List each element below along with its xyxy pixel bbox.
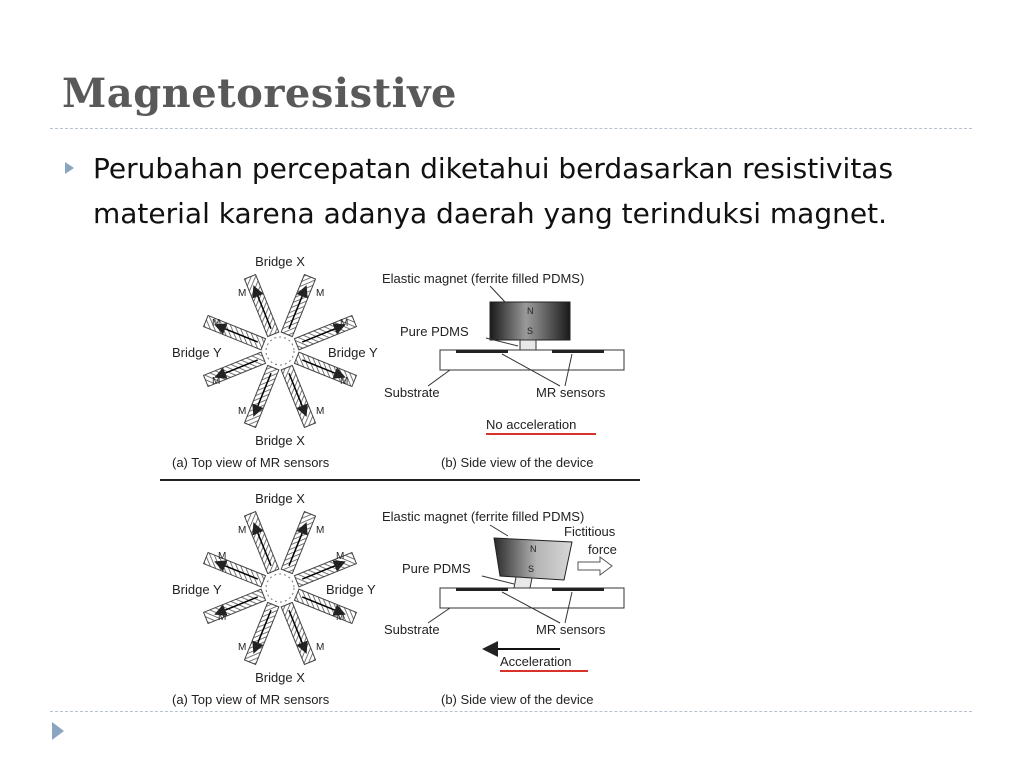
- mr-strip: [281, 365, 315, 427]
- mr-sensor: [456, 350, 508, 353]
- pure-pdms-post: [520, 340, 536, 350]
- side-view-caption: (b) Side view of the device: [441, 692, 594, 707]
- north-pole-label: N: [530, 544, 537, 554]
- mr-sensor: [456, 588, 508, 591]
- north-pole-label: N: [527, 306, 534, 316]
- m-label: M: [336, 551, 345, 562]
- mr-strip: [244, 275, 278, 337]
- title-divider: [50, 128, 972, 129]
- mr-strip: [244, 602, 278, 664]
- m-label: M: [316, 406, 325, 417]
- fictitious-force-arrow-icon: [578, 557, 612, 575]
- top-view-caption: (a) Top view of MR sensors: [172, 455, 330, 470]
- mr-sensor: [552, 588, 604, 591]
- substrate-label: Substrate: [384, 622, 440, 637]
- pure-pdms-label: Pure PDMS: [402, 561, 471, 576]
- m-label: M: [316, 642, 325, 653]
- m-label: M: [238, 406, 247, 417]
- m-label: M: [340, 376, 349, 387]
- footer-divider: [50, 711, 972, 712]
- m-label: M: [238, 525, 247, 536]
- fictitious-label: Fictitious: [564, 524, 616, 539]
- pure-pdms-post: [514, 577, 532, 588]
- substrate-label: Substrate: [384, 385, 440, 400]
- m-label: M: [218, 612, 227, 623]
- bullet-text: Perubahan percepatan diketahui berdasarkan resistivitas material karena adanya daerah yang terinduksi magnet.: [93, 152, 894, 230]
- mr-strip: [281, 275, 315, 337]
- bridge-x-bottom-label: Bridge X: [255, 433, 305, 448]
- m-label: M: [316, 525, 325, 536]
- bridge-y-right-label: Bridge Y: [326, 582, 376, 597]
- m-label: M: [238, 288, 247, 299]
- south-pole-label: S: [528, 564, 535, 574]
- slide-title: Magnetoresistive: [62, 70, 457, 117]
- state-label: No acceleration: [486, 417, 577, 432]
- bridge-y-right-label: Bridge Y: [328, 345, 378, 360]
- pure-pdms-label: Pure PDMS: [400, 324, 469, 339]
- m-label: M: [218, 551, 227, 562]
- south-pole-label: S: [527, 326, 534, 336]
- mr-strip: [281, 602, 315, 664]
- state-label: Acceleration: [500, 654, 572, 669]
- mr-sensor: [552, 350, 604, 353]
- bridge-x-top-label: Bridge X: [255, 491, 305, 506]
- bridge-x-top-label: Bridge X: [255, 254, 305, 269]
- top-view-caption: (a) Top view of MR sensors: [172, 692, 330, 707]
- elastic-magnet-label: Elastic magnet (ferrite filled PDMS): [382, 271, 585, 286]
- m-label: M: [336, 612, 345, 623]
- m-label: M: [316, 288, 325, 299]
- m-label: M: [238, 642, 247, 653]
- bridge-y-left-label: Bridge Y: [172, 582, 222, 597]
- force-label: force: [588, 542, 617, 557]
- footer-arrow-icon: [52, 722, 64, 740]
- side-view-caption: (b) Side view of the device: [441, 455, 594, 470]
- mr-sensors-label: MR sensors: [536, 385, 606, 400]
- side-view: [382, 509, 624, 707]
- m-label: M: [212, 376, 221, 387]
- mr-sensor-figure: [160, 246, 640, 716]
- bridge-y-left-label: Bridge Y: [172, 345, 222, 360]
- mr-sensors-label: MR sensors: [536, 622, 606, 637]
- panel-no-acceleration: [172, 254, 624, 470]
- mr-strip: [244, 512, 278, 574]
- mr-strip: [281, 512, 315, 574]
- m-label: M: [340, 318, 349, 329]
- elastic-magnet-label: Elastic magnet (ferrite filled PDMS): [382, 509, 585, 524]
- panel-acceleration: [172, 491, 624, 707]
- m-label: M: [212, 318, 221, 329]
- bridge-x-bottom-label: Bridge X: [255, 670, 305, 685]
- bullet-arrow-icon: [65, 162, 74, 174]
- mr-strip: [244, 365, 278, 427]
- side-view: [382, 271, 624, 470]
